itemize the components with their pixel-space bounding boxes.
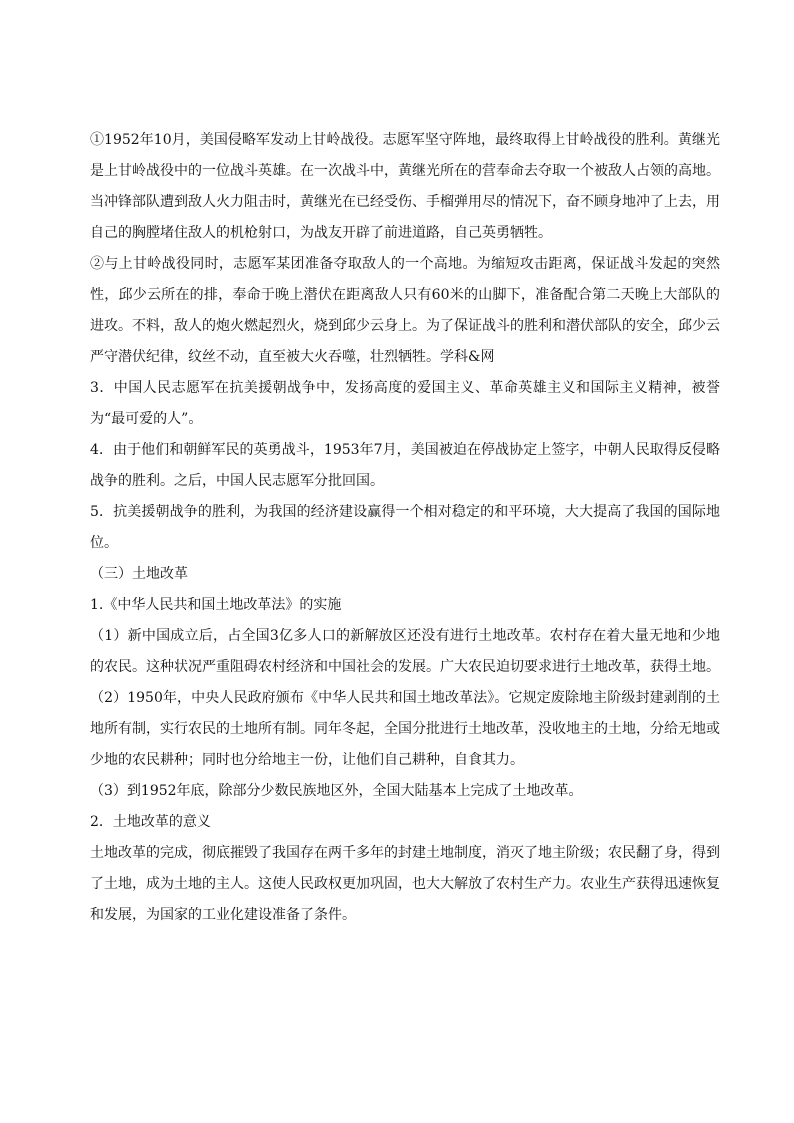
subsection-title-land-reform-significance: 2．土地改革的意义 bbox=[90, 814, 211, 830]
subsection-title-land-reform-law: 1.《中华人民共和国土地改革法》的实施 bbox=[90, 597, 342, 613]
paragraph-qiushaoyun: ②与上甘岭战役同时，志愿军某团准备夺取敌人的一个高地。为缩短攻击距离，保证战斗发起的突然性，邱少云所在的排，奉命于晚上潜伏在距离敌人只有60米的山脚下，准备配合第二天晚上大部队的进攻。不料，敌人的炮火燃起烈火，烧到邱少云身上。为了保证战斗的胜利和潜伏部队的安全，邱少云严守潜伏纪律，纹丝不动，直至被大火吞噬，壮烈牺牲。学科&网 bbox=[90, 256, 720, 365]
paragraph-shangganling: ①1952年10月，美国侵略军发动上甘岭战役。志愿军坚守阵地，最终取得上甘岭战役的胜利。黄继光是上甘岭战役中的一位战斗英雄。在一次战斗中，黄继光所在的营奉命去夺取一个被敌人占领的高地。当冲锋部队遭到敌人火力阻击时，黄继光在已经受伤、手榴弹用尽的情况下，奋不顾身地冲了上去，用自己的胸膛堵住敌人的机枪射口，为战友开辟了前进道路，自己英勇牺牲。 bbox=[90, 132, 720, 241]
land-reform-item-3: （3）到1952年底，除部分少数民族地区外，全国大陆基本上完成了土地改革。 bbox=[90, 783, 583, 799]
land-reform-item-1: （1）新中国成立后，占全国3亿多人口的新解放区还没有进行土地改革。农村存在着大量无地和少地的农民。这种状况严重阻碍农村经济和中国社会的发展。广大农民迫切要求进行土地改革，获得土地。 bbox=[90, 628, 720, 675]
document-body bbox=[90, 125, 720, 931]
land-reform-item-2: （2）1950年，中央人民政府颁布《中华人民共和国土地改革法》。它规定废除地主阶级封建剥削的土地所有制，实行农民的土地所有制。同年冬起，全国分批进行土地改革，没收地主的土地，分给无地或少地的农民耕种；同时也分给地主一份，让他们自己耕种，自食其力。 bbox=[90, 690, 720, 768]
land-reform-significance-text: 土地改革的完成，彻底摧毁了我国存在两千多年的封建土地制度，消灭了地主阶级；农民翻了身，得到了土地，成为土地的主人。这使人民政权更加巩固，也大大解放了农村生产力。农业生产获得迅速恢复和发展，为国家的工业化建设准备了条件。 bbox=[90, 845, 720, 923]
paragraph-point-3: 3．中国人民志愿军在抗美援朝战争中，发扬高度的爱国主义、革命英雄主义和国际主义精神，被誉为“最可爱的人”。 bbox=[90, 380, 720, 427]
paragraph-point-4: 4．由于他们和朝鲜军民的英勇战斗，1953年7月，美国被迫在停战协定上签字，中朝人民取得反侵略战争的胜利。之后，中国人民志愿军分批回国。 bbox=[90, 442, 720, 489]
section-title-land-reform: （三）土地改革 bbox=[90, 566, 188, 582]
paragraph-point-5: 5．抗美援朝战争的胜利，为我国的经济建设赢得一个相对稳定的和平环境，大大提高了我国的国际地位。 bbox=[90, 504, 720, 551]
